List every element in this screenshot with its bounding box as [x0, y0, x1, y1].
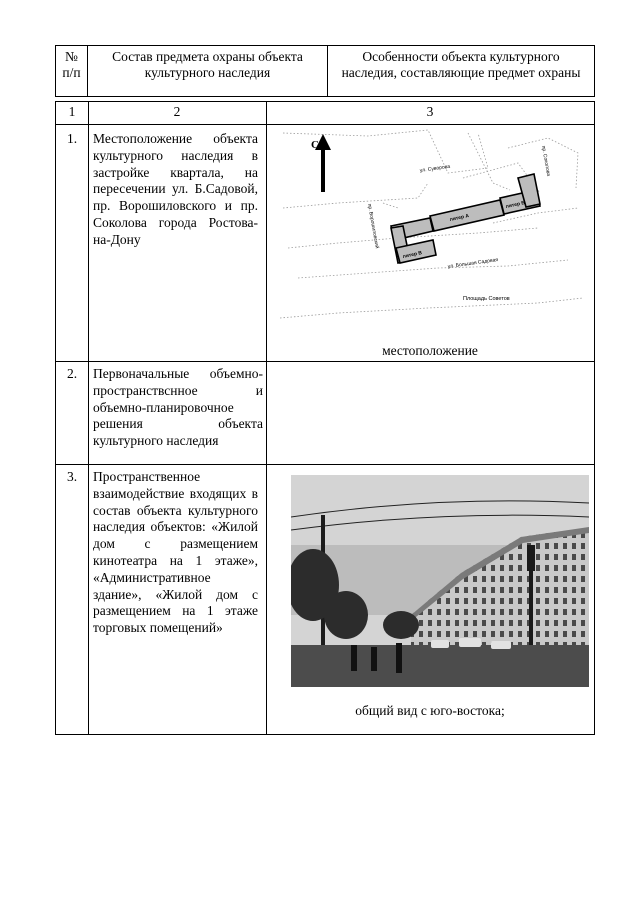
header-number-label: № п/п: [62, 49, 81, 80]
row-description: Местоположение объекта культурного наследия в застройке квартала, на пересечении ул. Б.Садовой, пр. Ворошиловского и пр. Соколова города Ростова-на-Дону: [93, 131, 258, 247]
header-cell-composition: [88, 46, 328, 96]
header-composition-label: Состав предмета охраны объекта культурного наследия: [112, 49, 303, 80]
row-number: 2.: [66, 366, 78, 381]
column-divider: [88, 102, 89, 734]
row-number: 3.: [66, 469, 78, 484]
map-label-street-bottom: ул. Большая Садовая: [447, 256, 499, 270]
photo-road: [291, 645, 589, 687]
street-photo: [291, 475, 589, 687]
map-label-building-b: литер Б: [505, 200, 526, 210]
photo-caption: общий вид с юго-востока;: [355, 703, 505, 718]
numbering-cell-2: 2: [173, 104, 181, 119]
map-label-square: Площадь Советов: [463, 296, 510, 302]
north-label: С: [311, 139, 319, 151]
numbering-cell-1: 1: [68, 104, 76, 119]
row-divider: [56, 464, 594, 465]
header-cell-number: [56, 46, 88, 96]
map-label-avenue-right: пр. Соколова: [540, 145, 552, 177]
header-features-label: Особенности объекта культурного наследия, составляющие предмет охраны: [341, 49, 581, 80]
row-divider: [56, 124, 594, 125]
photo-traffic-light: [527, 545, 535, 571]
location-map: [278, 128, 588, 333]
map-label-building-a: литер А: [449, 213, 470, 223]
map-label-building-v: литер В: [402, 250, 423, 260]
map-caption: местоположение: [382, 343, 478, 358]
header-cell-features: [328, 46, 594, 96]
numbering-cell-3: 3: [426, 104, 434, 119]
protection-table: [55, 101, 595, 735]
table-header: [55, 45, 595, 97]
map-label-street-top: ул. Суворова: [419, 163, 451, 174]
row-description: Первоначальные объемно-пространствснное и объемно-планировочное решения объекта культурного наследия: [93, 366, 263, 449]
map-label-avenue-left: пр. Ворошиловский: [366, 203, 380, 250]
column-divider: [266, 102, 267, 734]
row-divider: [56, 361, 594, 362]
row-number: 1.: [66, 131, 78, 146]
row-description: Пространственное взаимодействие входящих в состав объекта культурного наследия объектов: «Жилой дом с размещением кинотеатра на 1 этаже», «Административное здание», «Жилой дом с размещением на 1 этаже торговых помещений»: [93, 469, 258, 636]
